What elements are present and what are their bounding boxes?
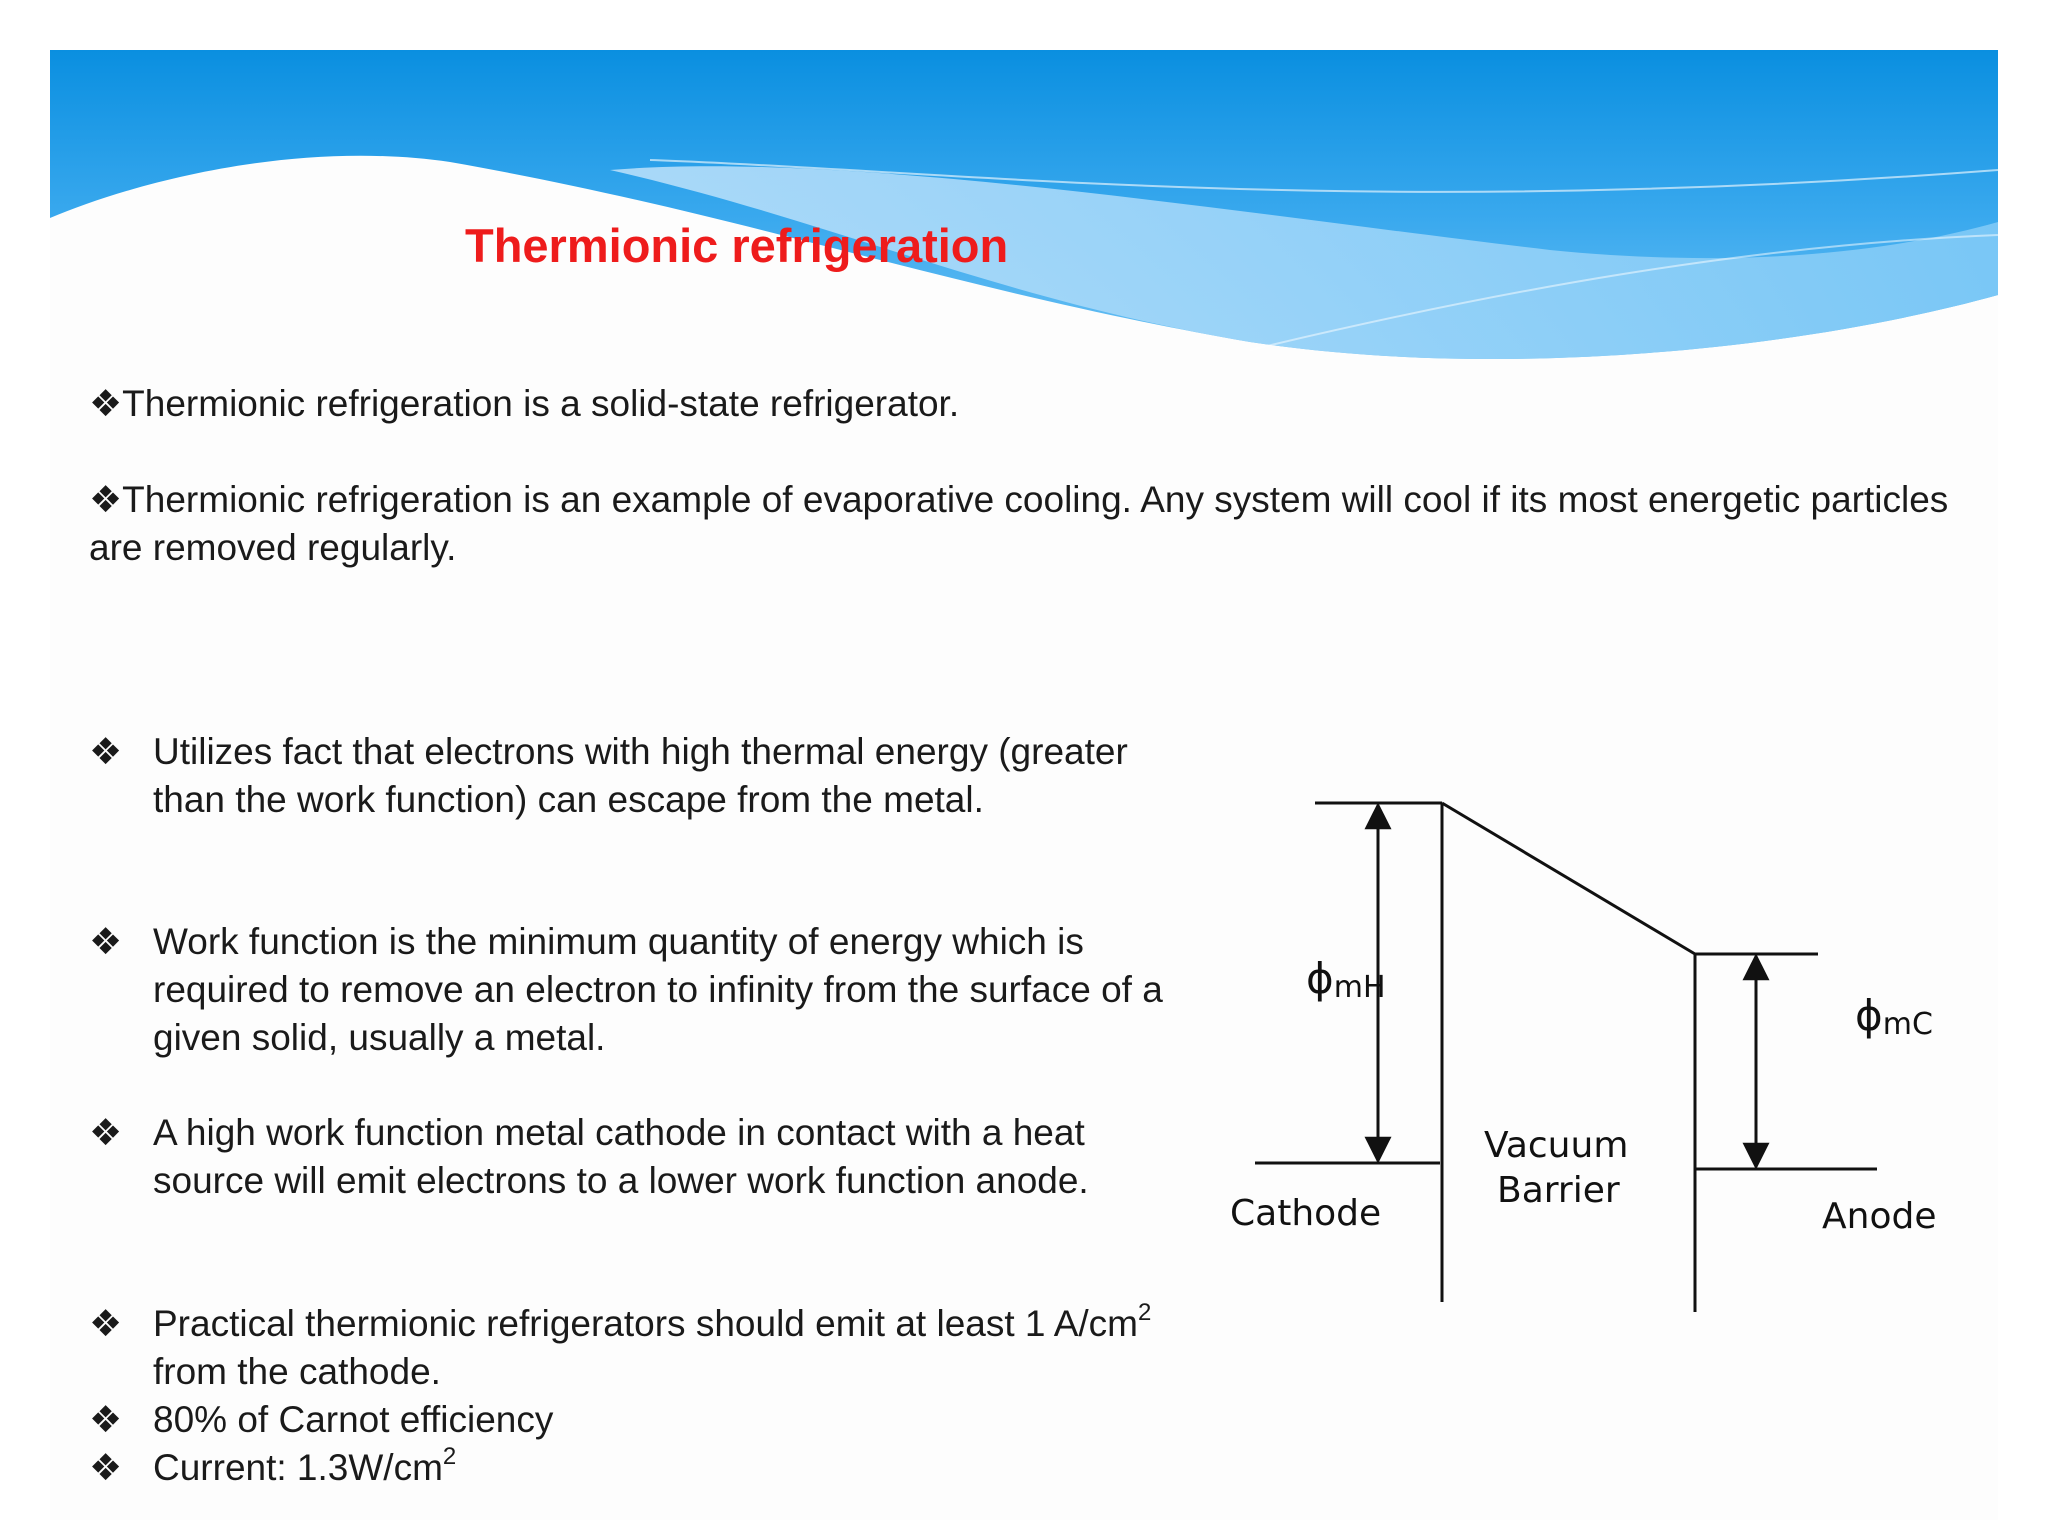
diamond-bullet-icon: ❖ (89, 478, 123, 521)
intro-paragraph (89, 476, 1989, 572)
diamond-bullet-icon: ❖ (89, 1446, 123, 1489)
intro-text: Thermionic refrigeration is an example of evaporative cooling. Any system will cool if its most energetic particles are removed regularly. (89, 479, 1949, 568)
barrier-slope-line (1442, 803, 1695, 954)
slide-title: Thermionic refrigeration (465, 219, 1009, 272)
slide (50, 50, 1998, 1520)
bullet-item (89, 1300, 1189, 1396)
diamond-bullet-icon: ❖ (89, 1398, 123, 1441)
diamond-bullet-icon: ❖ (89, 730, 123, 773)
bullet-item (89, 918, 1189, 1062)
bullet-text-practical: Practical thermionic refrigerators should emit at least 1 $A/cm^2$ from the cathode. (153, 1299, 1152, 1392)
bullet-text: Utilizes fact that electrons with high thermal energy (greater than the work function) can escape from the metal. (153, 731, 1128, 820)
bullet-item (89, 1109, 1189, 1205)
wave-banner (50, 50, 1998, 380)
bullet-text: Work function is the minimum quantity of energy which is required to remove an electron to infinity from the surface of a given solid, usually a metal. (153, 921, 1163, 1058)
bullet-item (89, 728, 1189, 824)
diamond-bullet-icon: ❖ (89, 382, 123, 425)
intro-paragraph (89, 380, 1989, 428)
barrier-label-line2: Barrier (1497, 1170, 1620, 1211)
cathode-label: Cathode (1230, 1193, 1382, 1234)
phi-mC-label: ϕmC (1855, 991, 1933, 1042)
diamond-bullet-icon: ❖ (89, 920, 123, 963)
diamond-bullet-icon: ❖ (89, 1111, 123, 1154)
diamond-bullet-icon: ❖ (89, 1302, 123, 1345)
bullet-item (89, 1444, 1189, 1492)
phi-mH-label: ϕmH (1306, 954, 1386, 1005)
energy-diagram (1230, 740, 1990, 1390)
barrier-label-line1: Vacuum (1484, 1125, 1629, 1166)
bullet-text: A high work function metal cathode in contact with a heat source will emit electrons to a lower work function anode. (153, 1112, 1089, 1201)
bullet-text-efficiency: 80% of Carnot efficiency (153, 1399, 554, 1440)
anode-label: Anode (1822, 1196, 1937, 1237)
bullet-item (89, 1396, 1189, 1444)
bullet-text-current: Current: $1.3W/cm^2$ (153, 1443, 457, 1488)
intro-text: Thermionic refrigeration is a solid-state refrigerator. (122, 383, 960, 424)
